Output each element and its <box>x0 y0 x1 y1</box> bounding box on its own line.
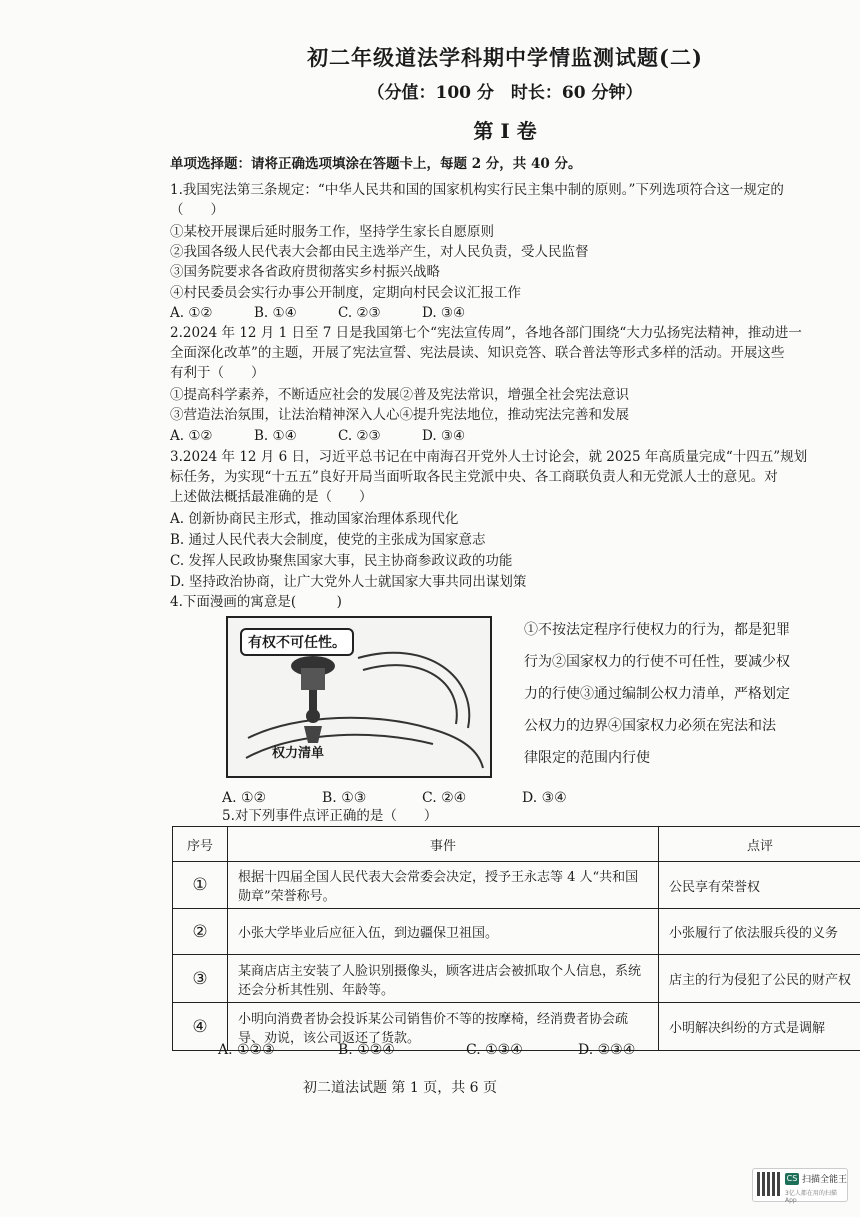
header-comment: 点评 <box>659 827 860 862</box>
row-number: ② <box>173 909 228 955</box>
scanner-tagline: 3亿人都在用的扫描App <box>785 1190 837 1204</box>
q3-option-c[interactable]: C. 发挥人民政协聚焦国家大事，民主协商参政议政的功能 <box>170 553 513 569</box>
q2-option-b[interactable]: B. ①④ <box>254 428 297 444</box>
q4-stem: 4.下面漫画的寓意是( ) <box>170 594 342 610</box>
q4-statement-line2: 行为②国家权力的行使不可任性，要减少权 <box>524 654 790 670</box>
q4-statement-line4: 公权力的边界④国家权力必须在宪法和法 <box>524 718 776 734</box>
q2-stem-line1: 2.2024 年 12 月 1 日至 7 日是我国第七个“宪法宣传周”，各地各部门围绕“大力弘扬宪法精神，推动进一 <box>170 325 802 341</box>
cartoon-sash-label: 权力清单 <box>272 746 325 761</box>
scanner-app-name: 扫描全能王 <box>802 1175 848 1185</box>
q1-stem-line2: （ ） <box>170 202 224 218</box>
row-event: 某商店店主安装了人脸识别摄像头，顾客进店会被抓取个人信息，系统还会分析其性别、年龄等。 <box>228 955 659 1003</box>
q4-statement-line3: 力的行使③通过编制公权力清单，严格划定 <box>524 686 790 702</box>
cartoon-image <box>226 616 492 778</box>
q1-option-c[interactable]: C. ②③ <box>338 305 381 321</box>
q4-option-c[interactable]: C. ②④ <box>422 790 467 806</box>
scanner-watermark <box>752 1168 848 1202</box>
q3-option-d[interactable]: D. 坚持政治协商，让广大党外人士就国家大事共同出谋划策 <box>170 574 527 590</box>
row-number: ④ <box>173 1003 228 1051</box>
q1-option-b[interactable]: B. ①④ <box>254 305 297 321</box>
qr-code-icon <box>757 1172 781 1196</box>
q1-statement-2: ②我国各级人民代表大会都由民主选举产生，对人民负责，受人民监督 <box>170 244 589 260</box>
q1-statement-4: ④村民委员会实行办事公开制度，定期向村民会议汇报工作 <box>170 285 521 301</box>
section-instruction: 单项选择题：请将正确选项填涂在答题卡上，每题 2 分，共 40 分。 <box>170 156 582 172</box>
q1-statement-1: ①某校开展课后延时服务工作，坚持学生家长自愿原则 <box>170 224 494 240</box>
q4-option-d[interactable]: D. ③④ <box>522 790 567 806</box>
table-row <box>173 955 860 1003</box>
q1-stem-line1: 1.我国宪法第三条规定：“中华人民共和国的国家机构实行民主集中制的原则。”下列选项符合这一规定的 <box>170 182 784 198</box>
row-number: ③ <box>173 955 228 1003</box>
q1-option-a[interactable]: A. ①② <box>170 305 213 321</box>
volume-heading: 第 Ⅰ 卷 <box>473 119 537 143</box>
q5-option-c[interactable]: C. ①③④ <box>466 1042 523 1058</box>
q4-statement-line5: 律限定的范围内行使 <box>524 750 650 766</box>
q3-option-b[interactable]: B. 通过人民代表大会制度，使党的主张成为国家意志 <box>170 532 486 548</box>
q2-stem-line2: 全面深化改革”的主题，开展了宪法宣誓、宪法晨读、知识竞答、联合普法等形式多样的活动。开展这些 <box>170 345 785 361</box>
q5-event-table <box>172 826 860 1051</box>
q2-statement-34: ③营造法治氛围，让法治精神深入人心④提升宪法地位，推动宪法完善和发展 <box>170 407 629 423</box>
page-title: 初二年级道法学科期中学情监测试题(二) <box>307 45 703 70</box>
q4-option-a[interactable]: A. ①② <box>222 790 267 806</box>
row-comment: 店主的行为侵犯了公民的财产权 <box>659 955 860 1003</box>
camscanner-logo: CS <box>786 1174 798 1183</box>
row-comment: 小明解决纠纷的方式是调解 <box>659 1003 860 1051</box>
q3-stem-line3: 上述做法概括最准确的是（ ） <box>170 489 373 505</box>
row-event: 小张大学毕业后应征入伍，到边疆保卫祖国。 <box>228 909 659 955</box>
q2-stem-line3: 有利于（ ） <box>170 365 265 381</box>
q4-option-b[interactable]: B. ①③ <box>322 790 367 806</box>
row-event: 小明向消费者协会投诉某公司销售价不等的按摩椅，经消费者协会疏导、劝说，该公司返还了货款。 <box>228 1003 659 1051</box>
row-event: 根据十四届全国人民代表大会常委会决定，授予王永志等 4 人“共和国勋章”荣誉称号。 <box>228 862 659 909</box>
q4-options <box>222 788 567 808</box>
page-subtitle: （分值：100 分 时长：60 分钟） <box>367 83 643 103</box>
q2-option-d[interactable]: D. ③④ <box>422 428 466 444</box>
q1-options <box>170 303 465 323</box>
q3-stem-line1: 3.2024 年 12 月 6 日，习近平总书记在中南海召开党外人士讨论会，就 2025 年高质量完成“十四五”规划 <box>170 449 808 465</box>
page-footer: 初二道法试题 第 1 页，共 6 页 <box>302 1080 498 1096</box>
row-comment: 小张履行了依法服兵役的义务 <box>659 909 860 955</box>
q5-option-a[interactable]: A. ①②③ <box>218 1042 275 1058</box>
header-event: 事件 <box>228 827 659 862</box>
q2-statement-12: ①提高科学素养，不断适应社会的发展②普及宪法常识，增强全社会宪法意识 <box>170 387 629 403</box>
row-comment: 公民享有荣誉权 <box>659 862 860 909</box>
cartoon-speech-bubble: 有权不可任性。 <box>240 628 354 656</box>
q4-statement-line1: ①不按法定程序行使权力的行为，都是犯罪 <box>524 622 790 638</box>
q2-option-c[interactable]: C. ②③ <box>338 428 381 444</box>
q3-option-a[interactable]: A. 创新协商民主形式，推动国家治理体系现代化 <box>170 511 459 527</box>
q5-stem: 5.对下列事件点评正确的是（ ） <box>222 808 438 824</box>
table-row <box>173 909 860 955</box>
header-number: 序号 <box>173 827 228 862</box>
q2-options <box>170 426 465 446</box>
table-header-row <box>173 827 860 862</box>
q1-option-d[interactable]: D. ③④ <box>422 305 466 321</box>
q1-statement-3: ③国务院要求各省政府贯彻落实乡村振兴战略 <box>170 264 440 280</box>
q5-option-b[interactable]: B. ①②④ <box>338 1042 395 1058</box>
row-number: ① <box>173 862 228 909</box>
q5-options <box>218 1040 635 1060</box>
q3-stem-line2: 标任务，为实现“十五五”良好开局当面听取各民主党派中央、各工商联负责人和无党派人士的意见。对 <box>170 469 778 485</box>
q2-option-a[interactable]: A. ①② <box>170 428 213 444</box>
q5-option-d[interactable]: D. ②③④ <box>578 1042 636 1058</box>
table-row <box>173 862 860 909</box>
